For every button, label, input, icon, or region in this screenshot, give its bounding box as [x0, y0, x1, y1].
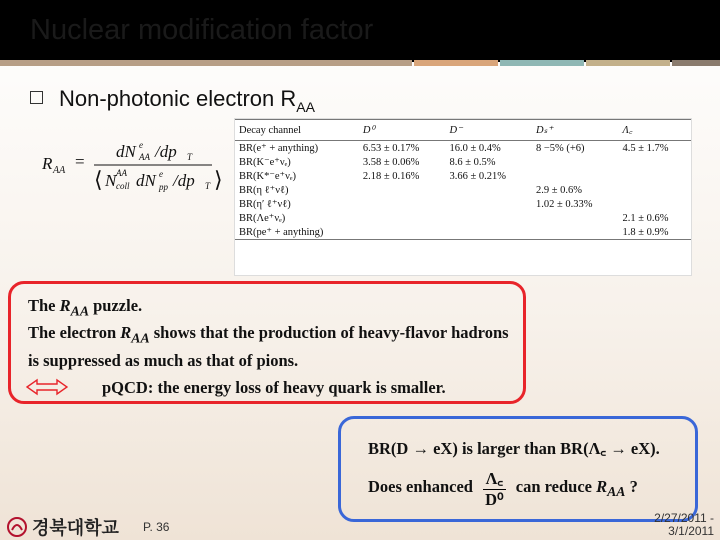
table-cell	[532, 155, 619, 169]
table-cell: BR(K*⁻e⁺νₑ)	[239, 171, 297, 182]
formula-den-right: /dp	[173, 171, 195, 190]
formula-num-sub: AA	[139, 152, 150, 162]
table-cell	[619, 169, 692, 183]
table-cell	[445, 183, 532, 197]
lambda-over-d-fraction: $\frac{\Lambda꜀}{\text{D⁰}}$	[483, 466, 506, 510]
table-cell	[532, 225, 619, 240]
table-cell	[619, 183, 692, 197]
table-cell: 2.1 ± 0.6%	[622, 212, 669, 224]
column-header: Decay channel	[235, 120, 359, 141]
table-row	[235, 155, 691, 169]
table-cell: BR(pe⁺ + anything)	[235, 225, 359, 240]
table-cell	[359, 225, 446, 240]
raa-formula	[42, 138, 227, 198]
table-cell: BR(η′ ℓ⁺νℓ)	[239, 199, 291, 210]
table-cell	[359, 183, 446, 197]
table-cell: 3.66 ± 0.21%	[449, 170, 506, 182]
table-cell: BR(Λe⁺νₑ)	[239, 213, 286, 224]
question-line-1: BR(D → eX) is larger than BR(Λ꜀ → eX).	[368, 439, 660, 458]
puzzle-line-2: The electron $R_{AA}$ shows that the production of heavy-flavor hadrons	[28, 323, 509, 346]
formula-den-right-sub: T	[205, 181, 211, 191]
table-header-row	[235, 120, 691, 141]
svg-text:⟨: ⟨	[94, 167, 103, 192]
svg-text:=: =	[75, 152, 85, 171]
table-row	[235, 197, 691, 211]
table-cell: 8 −5% (+6)	[535, 142, 585, 154]
table-row	[235, 141, 691, 156]
table-cell	[619, 155, 692, 169]
question-line-2: Does enhanced $\frac{\Lambda꜀}{\text{D⁰}}$ can reduce $R_{AA}$ ?	[368, 466, 638, 510]
table-cell	[445, 225, 532, 240]
formula-den-sup: e	[159, 169, 163, 179]
puzzle-line-3: is suppressed as much as that of pions.	[28, 351, 299, 370]
decay-table-image	[234, 118, 692, 276]
accent-bar-4	[586, 60, 670, 66]
accent-bar-2	[414, 60, 498, 66]
column-header: D⁻	[445, 120, 532, 141]
table-cell: 8.6 ± 0.5%	[449, 156, 496, 168]
table-cell: 3.58 ± 0.06%	[362, 156, 420, 168]
formula-num-right: /dp	[155, 142, 177, 161]
formula-num: dN	[116, 142, 136, 161]
formula-lhs: R	[42, 154, 53, 173]
table-cell: 16.0 ± 0.4%	[449, 142, 501, 154]
double-arrow-icon	[26, 378, 68, 396]
formula-ncoll-sup: AA	[116, 168, 127, 178]
table-row	[235, 183, 691, 197]
column-header: Dₛ⁺	[532, 120, 619, 141]
bullet-item	[30, 86, 315, 115]
table-row	[235, 211, 691, 225]
puzzle-line-1: The $R_{AA}$ puzzle.	[28, 296, 143, 319]
column-header: D⁰	[359, 120, 446, 141]
table-row	[235, 225, 691, 240]
decay-table	[235, 119, 691, 240]
table-cell: BR(e⁺ + anything)	[239, 143, 319, 154]
table-cell	[532, 211, 619, 225]
table-cell	[532, 169, 619, 183]
table-cell: BR(K⁻e⁺νₑ)	[239, 157, 291, 168]
formula-den-sub: pp	[159, 182, 168, 192]
university-logo	[6, 514, 119, 540]
formula-lhs-sub: AA	[53, 165, 66, 176]
formula-num-sup: e	[139, 140, 143, 150]
table-cell: 1.02 ± 0.33%	[535, 198, 593, 210]
accent-bar-1	[0, 60, 412, 66]
table-cell: 2.18 ± 0.16%	[362, 170, 420, 182]
table-cell	[359, 211, 446, 225]
page-number: P. 36	[143, 520, 170, 534]
formula-den: dN	[136, 171, 156, 190]
date-range	[654, 512, 714, 538]
table-cell	[619, 197, 692, 211]
slide-title: Nuclear modification factor	[30, 14, 374, 46]
table-cell	[445, 197, 532, 211]
bullet-text: Non-photonic electron R	[59, 86, 297, 111]
accent-bar-3	[500, 60, 584, 66]
formula-ncoll: N	[105, 171, 117, 190]
table-cell	[359, 197, 446, 211]
table-cell: 6.53 ± 0.17%	[362, 142, 420, 154]
university-emblem-icon	[6, 516, 28, 538]
table-cell: 2.9 ± 0.6%	[535, 184, 582, 196]
accent-bar-5	[672, 60, 720, 66]
column-header: Λ꜀	[619, 120, 692, 141]
date-line-2: 3/1/2011	[668, 524, 714, 538]
university-name: 경북대학교	[32, 518, 119, 538]
table-row	[235, 169, 691, 183]
table-cell	[445, 211, 532, 225]
formula-ncoll-sub: coll	[116, 181, 130, 191]
table-cell: 1.8 ± 0.9%	[619, 225, 692, 240]
puzzle-line-4: pQCD: the energy loss of heavy quark is smaller.	[102, 378, 446, 397]
svg-text:⟩: ⟩	[214, 167, 223, 192]
formula-num-right-sub: T	[187, 152, 193, 162]
bullet-subscript: AA	[296, 99, 315, 115]
date-line-1: 2/27/2011 -	[654, 511, 714, 525]
table-cell: BR(η ℓ⁺νℓ)	[239, 185, 289, 196]
table-cell: 4.5 ± 1.7%	[622, 142, 669, 154]
bullet-square-icon	[30, 91, 43, 104]
